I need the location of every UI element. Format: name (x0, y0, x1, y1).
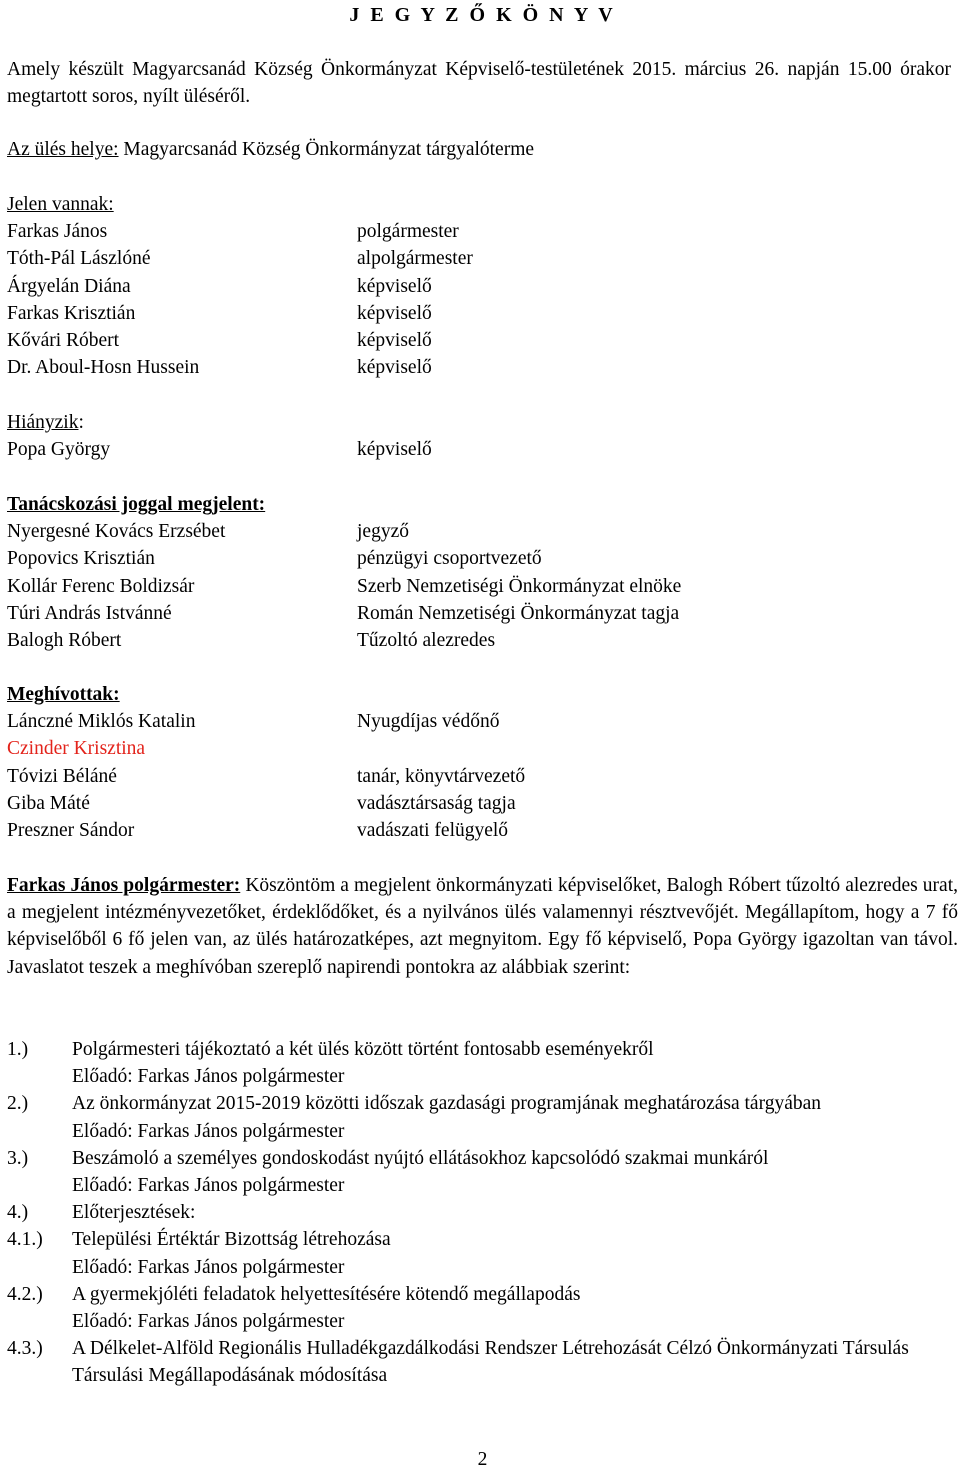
invited-heading: Meghívottak: (7, 684, 120, 705)
agenda-item (7, 1036, 958, 1090)
agenda-item-title: A gyermekjóléti feladatok helyettesítésére kötendő megállapodás (72, 1283, 581, 1305)
present-heading: Jelen vannak: (7, 194, 114, 215)
attendee-name: Túri András Istvánné (7, 602, 172, 624)
venue-value: Magyarcsanád Község Önkormányzat tárgyalóterme (118, 139, 535, 160)
attendee-name: Dr. Aboul-Hosn Hussein (7, 357, 200, 379)
attendee-row (7, 518, 951, 545)
attendee-row (7, 545, 951, 572)
attendee-name: Farkas Krisztián (7, 302, 136, 324)
agenda-item-title: Az önkormányzat 2015-2019 közötti időszak gazdasági programjának meghatározása tárgyában (72, 1093, 822, 1115)
attendee-role: tanár, könyvtárvezető (357, 765, 526, 787)
agenda-item-body (72, 1145, 958, 1199)
intro-paragraph: Amely készült Magyarcsanád Község Önkormányzat Képviselő-testületének 2015. március 26. napján 15.00 órakor megtartott soros, nyílt üléséről. (7, 59, 951, 108)
venue-label: Az ülés helye: (7, 139, 119, 160)
attendee-row (7, 245, 951, 272)
agenda-list (7, 1036, 958, 1390)
speech-paragraph (7, 872, 958, 981)
invited-section (7, 681, 951, 844)
agenda-item-body (72, 1281, 958, 1335)
agenda-item-number: 4.2.) (7, 1283, 43, 1305)
attendee-role: képviselő (357, 329, 432, 351)
attendee-role: képviselő (357, 302, 432, 324)
attendee-row (7, 763, 951, 790)
attendee-name: Giba Máté (7, 792, 90, 814)
attendee-row (7, 600, 951, 627)
attendee-role: jegyző (357, 521, 409, 543)
agenda-item (7, 1090, 958, 1144)
agenda-item-number: 4.1.) (7, 1229, 43, 1251)
speech-speaker: Farkas János polgármester: (7, 875, 241, 896)
present-list (7, 218, 951, 381)
attendee-role: képviselő (357, 275, 432, 297)
attendee-row (7, 354, 951, 381)
attendee-name: Czinder Krisztina (7, 738, 146, 760)
attendee-row (7, 735, 951, 762)
attendee-role: képviselő (357, 439, 432, 461)
agenda-item-title: A Délkelet-Alföld Regionális Hulladékgazdálkodási Rendszer Létrehozását Célzó Önkormányzati Társulás Társulási Megállapodásának módosítása (72, 1338, 909, 1387)
invited-list (7, 708, 951, 844)
advisory-heading: Tanácskozási joggal megjelent: (7, 494, 266, 515)
agenda-item-presenter: Előadó: Farkas János polgármester (72, 1120, 345, 1142)
document-title: J E G Y Z Ő K Ö N Y V (349, 4, 616, 26)
attendee-row (7, 708, 951, 735)
agenda-item (7, 1335, 958, 1389)
agenda-item (7, 1199, 958, 1226)
attendee-name: Popa György (7, 439, 111, 461)
agenda-item-number: 1.) (7, 1039, 29, 1060)
agenda-item-number: 4.3.) (7, 1338, 43, 1360)
page-number: 2 (477, 1449, 488, 1470)
agenda-item-presenter: Előadó: Farkas János polgármester (72, 1175, 345, 1197)
advisory-list (7, 518, 951, 654)
agenda-item-body (72, 1199, 958, 1226)
absent-heading-suffix: : (78, 412, 84, 433)
agenda-item (7, 1226, 958, 1280)
attendee-row (7, 573, 951, 600)
agenda-item-number: 4.) (7, 1202, 29, 1224)
attendee-name: Preszner Sándor (7, 819, 135, 841)
agenda-item-number: 2.) (7, 1093, 29, 1115)
attendee-name: Kollár Ferenc Boldizsár (7, 575, 195, 597)
attendee-row (7, 436, 951, 463)
attendee-name: Lánczné Miklós Katalin (7, 711, 196, 733)
attendee-role: Szerb Nemzetiségi Önkormányzat elnöke (357, 575, 682, 597)
agenda-item-number: 3.) (7, 1147, 29, 1169)
present-section (7, 191, 951, 381)
attendee-name: Tóvizi Béláné (7, 765, 117, 787)
attendee-name: Árgyelán Diána (7, 275, 131, 297)
attendee-name: Kővári Róbert (7, 329, 120, 351)
attendee-row (7, 327, 951, 354)
agenda-item-presenter: Előadó: Farkas János polgármester (72, 1311, 345, 1333)
attendee-role: alpolgármester (357, 248, 473, 270)
agenda-item-title: Települési Értéktár Bizottság létrehozása (72, 1229, 391, 1251)
attendee-role: képviselő (357, 357, 432, 379)
agenda-item-body (72, 1335, 958, 1389)
absent-list (7, 436, 951, 463)
attendee-role: vadászati felügyelő (357, 819, 509, 841)
advisory-section (7, 491, 951, 654)
attendee-row (7, 627, 951, 654)
absent-section (7, 409, 951, 463)
attendee-role: Nyugdíjas védőnő (357, 711, 500, 733)
attendee-row (7, 817, 951, 844)
attendee-role: Tűzoltó alezredes (357, 629, 496, 651)
agenda-item-body (72, 1036, 958, 1090)
attendee-name: Nyergesné Kovács Erzsébet (7, 521, 226, 543)
agenda-item-title: Polgármesteri tájékoztató a két ülés között történt fontosabb eseményekről (72, 1039, 654, 1060)
agenda-item-title: Előterjesztések: (72, 1202, 196, 1224)
agenda-item-presenter: Előadó: Farkas János polgármester (72, 1256, 345, 1278)
attendee-name: Popovics Krisztián (7, 548, 155, 570)
attendee-row (7, 300, 951, 327)
attendee-row (7, 273, 951, 300)
attendee-role: Román Nemzetiségi Önkormányzat tagja (357, 602, 680, 624)
attendee-role: polgármester (357, 221, 459, 243)
agenda-item (7, 1145, 958, 1199)
agenda-item-presenter: Előadó: Farkas János polgármester (72, 1066, 345, 1088)
attendee-row (7, 790, 951, 817)
agenda-item-body (72, 1226, 958, 1280)
agenda-item-body (72, 1090, 958, 1144)
venue-line (7, 136, 534, 163)
attendee-name: Farkas János (7, 221, 108, 243)
agenda-item-title: Beszámoló a személyes gondoskodást nyújtó ellátásokhoz kapcsolódó szakmai munkáról (72, 1147, 769, 1169)
speech-text: Köszöntöm a megjelent önkormányzati képviselőket, Balogh Róbert tűzoltó alezredes urat, a megjelent intézményvezetőket, érdeklődőket, és a nyilvános ülés valamennyi résztvevőjét. Megállapítom, hogy a 7 fő képviselőből 6 fő jelen van, az ülés határozatképes, azt megnyitom. Egy fő képviselő, Popa György igazoltan van távol. Javaslatot teszek a meghívóban szereplő napirendi pontokra az alábbiak szerint: (7, 875, 959, 978)
attendee-role: pénzügyi csoportvezető (357, 548, 542, 570)
agenda-item (7, 1281, 958, 1335)
attendee-role: vadásztársaság tagja (357, 792, 516, 814)
absent-heading: Hiányzik (7, 412, 79, 433)
attendee-row (7, 218, 951, 245)
attendee-name: Balogh Róbert (7, 629, 122, 651)
attendee-name: Tóth-Pál Lászlóné (7, 248, 151, 270)
